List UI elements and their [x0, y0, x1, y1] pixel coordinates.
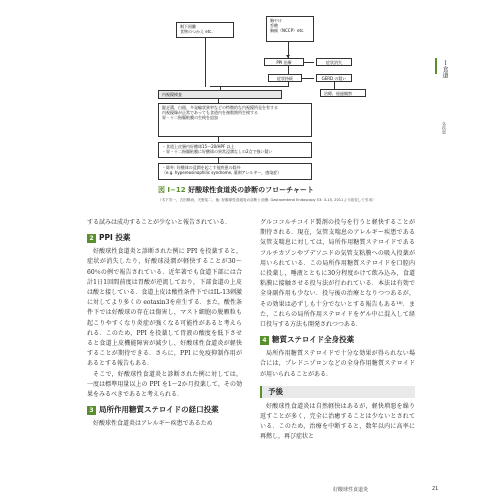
- flow-box-symptom-gone: 症状消失: [316, 58, 352, 66]
- paragraph: グルココルチコイド製剤の投与を行うと軽快することが期待される．現在，気管支喘息のアレルギー疾患である気管支喘息に対しては，局所作用糖質ステロイドであるフルチカゾンやブデソニドの気管支粘膜への吸入投薬が用いられている．この局所作用糖質ステロイドを口腔内に投薬し，唾液とともに30分程度かけて飲み込み，食道粘膜に接触させる投与法が行われている．本法は有効で全身副作用も少ない．投与後の治療となりつつあるが，その効果は必ずしも十分でないとする報告もある¹⁸⁾．また，これらの局所作用ステロイドをゲル中に混入して経口投与する方法も開発されつつある．: [260, 219, 415, 329]
- section-number: 2: [87, 234, 96, 243]
- paragraph: する試みは成功することが少ないと報告されている．: [87, 219, 232, 226]
- running-footer: 好酸球性食道炎: [333, 487, 369, 493]
- flow-box-criteria: ・食道上皮層内好酸球15～20/HPF 以上 ・胃・十二指腸粘膜に好酸球の異常浸潤なしの2点で強い疑い: [158, 142, 312, 158]
- flow-box-symptom-persist: 症状持続: [268, 74, 302, 82]
- flow-box-ppi: PPI 治療: [264, 58, 304, 66]
- section-number: 4: [260, 336, 269, 345]
- flow-arrow: [288, 82, 289, 87]
- flow-box-gerd: GERD の疑い: [316, 74, 352, 82]
- chapter-subtitle: 各疾患: [442, 122, 447, 134]
- flow-box-treatment: 治療，経過観察: [320, 89, 366, 97]
- flow-arrow: [210, 86, 289, 87]
- chapter-title: Ｉ食道: [441, 60, 448, 78]
- right-column: [260, 218, 415, 443]
- flow-arrow: [334, 82, 335, 89]
- paragraph: そこで，好酸球性食道炎と診断された例に対しては，一度は標準用量以上の PPI を1～2か月投薬して，その効果をみるべきであると考えられる．: [87, 370, 242, 399]
- section-title: PPI 投薬: [99, 233, 131, 243]
- figure-title: 好酸球性食道炎の診断のフローチャート: [188, 186, 314, 194]
- figure-number: 図 I−12: [158, 186, 186, 194]
- paragraph: 好酸球性食道炎は自然軽快はあるが，軽快増悪を繰り返すことが多く，完全に治癒することは少ないとされている．このため，治療を中断すると，数年以内に高率に再燃し，再び症状と: [260, 402, 415, 441]
- flow-box-exclusion: ・除外: 好酸球の浸潤を起こす他疾患の除外 （e.g. hypereosinophilic syndrome, 薬剤アレルギー，感染症）: [158, 163, 312, 180]
- section-title: 局所作用糖質ステロイドの経口投薬: [99, 405, 219, 415]
- paragraph: 局所作用糖質ステロイドで十分な効果が得られない場合には，プレドニゾロンなどの全身作用糖質ステロイドが用いられることがある．: [260, 350, 415, 378]
- flow-box-dysphagia: 咽下困難 食物のつかえ etc.: [176, 22, 234, 38]
- section-heading: [87, 404, 242, 416]
- flow-arrow: [302, 78, 314, 79]
- flow-box-heartburn: 胸やけ 呑酸 胸痛（NCCP）etc.: [266, 16, 314, 42]
- section-title: 糖質ステロイド全身投薬: [272, 335, 355, 345]
- flow-arrow: [304, 62, 314, 63]
- section-heading: [87, 232, 242, 244]
- flow-arrow: [205, 38, 206, 87]
- subsection-heading: 予後: [260, 386, 415, 398]
- paragraph: 好酸球性食道炎と診断された例に PPI を投薬すると，症状が消失したり，好酸球浸潤が軽快することが30～60％の例で報告されている．近年著でも食道下部には合計1日1回間前度は胃酸が逆流しており，下部食道の上皮は酸と接している．食道上皮は酸性条件下ではIL-13刺激に対してより多くの eotaxin3を産生する．また，酸性条件下では好酸球の存在は傷害し，マスト細胞の脱顆粒も起こりやすくなり炎症が強くなる可能性があると考えられる．このため，PPI を投薬して胃液の酸度を低下させると食道上皮機能障害が減少し，好酸球性食道炎が軽快することが期待できる．さらに，PPI に免疫抑制作用があるとする報告もある．: [87, 248, 242, 368]
- figure-source: （木下芳一，古田賢治，天野祐二，他: 好酸球性食道炎の診断と治療. Gastroenterol Endoscopy 53: 3-15, 2011より改変して引用）: [158, 198, 376, 202]
- paragraph: 好酸球性食道炎はアレルギー疾患であるため: [93, 420, 213, 428]
- left-column: [87, 218, 242, 429]
- chapter-marker: [435, 58, 437, 74]
- figure-caption: [158, 185, 314, 195]
- page-number: 21: [432, 486, 439, 492]
- flow-box-findings: 縦走溝，白斑，多発輪状狭窄などの特徴的な内視鏡所見を有する 内視鏡像が正常であっても食道内を複数箇所生検する 胃・十二指腸粘膜の生検を追加: [158, 103, 312, 137]
- flow-arrow: [288, 66, 289, 74]
- section-number: 3: [87, 406, 96, 415]
- flow-box-endoscopy: 内視鏡検査: [158, 90, 282, 99]
- section-heading: [260, 334, 415, 346]
